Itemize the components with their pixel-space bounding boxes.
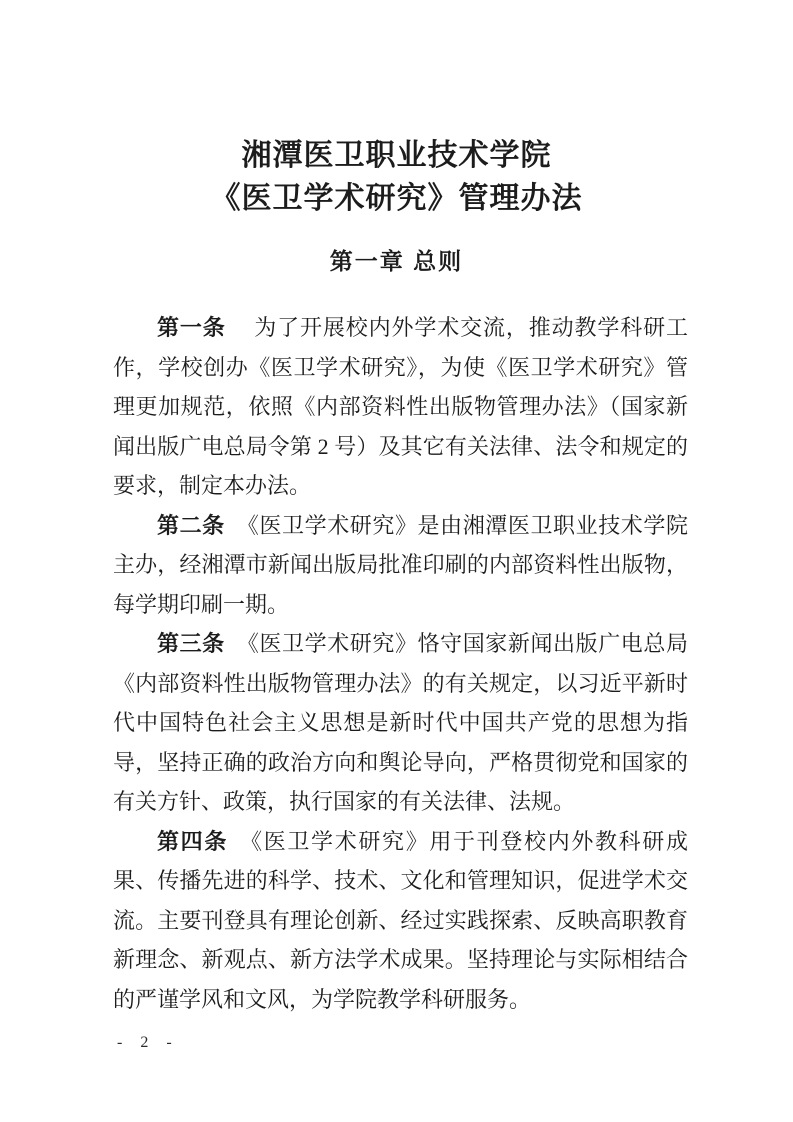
article-1-label: 第一条 [157, 315, 226, 340]
document-body [113, 308, 688, 1019]
article-3-label: 第三条 [157, 631, 225, 656]
document-title [0, 0, 793, 220]
article-2-label: 第二条 [157, 512, 225, 538]
article-paragraph-3 [113, 624, 688, 822]
article-4-text: 《医卫学术研究》用于刊登校内外教科研成果、传播先进的科学、技术、文化和管理知识，促进学术交流。主要刊登具有理论创新、经过实践探索、反映高职教育新理念、新观点、新方法学术成果。坚持理论与实际相结合的严谨学风和文风，为学院教学科研服务。 [113, 828, 688, 1012]
article-1-text: 为了开展校内外学术交流，推动教学科研工作，学校创办《医卫学术研究》，为使《医卫学术研究》管理更加规范，依照《内部资料性出版物管理办法》（国家新闻出版广电总局令第 2 号）及其它有关法律、法令和规定的要求，制定本办法。 [113, 315, 688, 498]
chapter-heading: 第一章 总则 [329, 248, 464, 274]
article-4-label: 第四条 [157, 828, 228, 854]
article-paragraph-1 [113, 308, 688, 506]
article-paragraph-4 [113, 822, 688, 1020]
document-title-line1: 湘潭医卫职业技术学院 [241, 139, 552, 172]
article-paragraph-2 [113, 506, 688, 625]
article-3-text: 《医卫学术研究》恪守国家新闻出版广电总局《内部资料性出版物管理办法》的有关规定，以习近平新时代中国特色社会主义思想是新时代中国共产党的思想为指导，坚持正确的政治方向和舆论导向，严格贯彻党和国家的有关方针、政策，执行国家的有关法律、法规。 [113, 631, 688, 814]
article-2-text: 《医卫学术研究》是由湘潭医卫职业技术学院主办，经湘潭市新闻出版局批准印刷的内部资料性出版物，每学期印刷一期。 [113, 512, 688, 617]
document-title-line2: 《医卫学术研究》管理办法 [210, 182, 583, 215]
page-number: - 2 - [117, 1034, 179, 1051]
